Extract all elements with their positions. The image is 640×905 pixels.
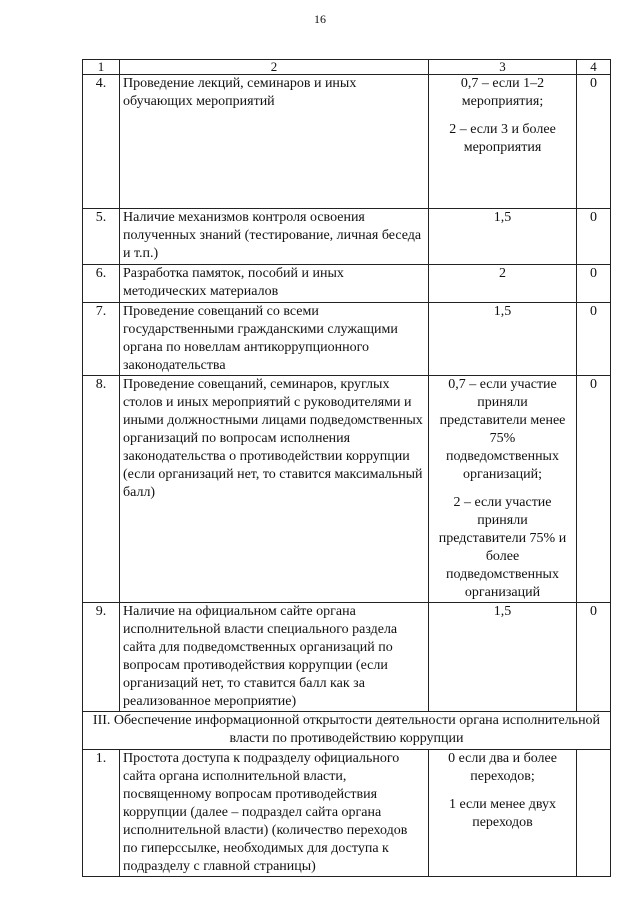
table-row [83, 75, 611, 209]
score-text: 1,5 [493, 604, 512, 619]
grade-value: 0 [577, 209, 611, 265]
column-header: 1 [83, 60, 120, 75]
criterion-text: Проведение лекций, семинаров и иных обучающих мероприятий [120, 75, 429, 209]
table-row [83, 265, 611, 303]
criterion-text: Наличие на официальном сайте органа исполнительной власти специального раздела сайта для подведомственных организаций по вопросам противодействия коррупции (если организаций нет, то ставится балл как за реализованное мероприятие) [120, 603, 429, 712]
score-text: 2 [499, 266, 506, 281]
section-header-row [83, 712, 611, 750]
criterion-text: Простота доступа к подразделу официального сайта органа исполнительной власти, посвященному вопросам противодействия коррупции (далее – подраздел сайта органа исполнительной власти) (количество переходов по гиперссылке, необходимых для доступа к подразделу с главной страницы) [120, 750, 429, 877]
table-row [83, 603, 611, 712]
score-cell [429, 750, 577, 877]
score-cell [429, 603, 577, 712]
table-header-row [83, 60, 611, 75]
score-text: 0,7 – если 1–2 мероприятия; [460, 76, 545, 109]
section-title: III. Обеспечение информационной открытости деятельности органа исполнительной власти по противодействию коррупции [83, 712, 611, 750]
score-cell [429, 209, 577, 265]
table-row [83, 750, 611, 877]
grade-value [577, 750, 611, 877]
row-number: 5. [83, 209, 120, 265]
criteria-table [82, 59, 611, 877]
score-cell [429, 75, 577, 209]
row-number: 7. [83, 303, 120, 376]
score-cell [429, 376, 577, 603]
criterion-text: Проведение совещаний со всеми государственными гражданскими служащими органа по новеллам антикоррупционного законодательства [120, 303, 429, 376]
table-row [83, 303, 611, 376]
row-number: 1. [83, 750, 120, 877]
score-text: 1,5 [493, 210, 512, 225]
grade-value: 0 [577, 265, 611, 303]
score-text: 1 если менее двух переходов [448, 797, 556, 830]
grade-value: 0 [577, 303, 611, 376]
column-header: 3 [429, 60, 577, 75]
score-text: 0,7 – если участие приняли представители менее 75% подведомственных организаций; [439, 377, 566, 482]
table-row [83, 209, 611, 265]
grade-value: 0 [577, 603, 611, 712]
score-text: 2 – если участие приняли представители 75% и более подведомственных организаций [438, 495, 567, 600]
criterion-text: Проведение совещаний, семинаров, круглых столов и иных мероприятий с руководителями и иными должностными лицами подведомственных организаций по вопросам исполнения законодательства о противодействии коррупции (если организаций нет, то ставится максимальный балл) [120, 376, 429, 603]
score-cell [429, 303, 577, 376]
page-number: 16 [314, 12, 326, 26]
criterion-text: Разработка памяток, пособий и иных методических материалов [120, 265, 429, 303]
column-header: 4 [577, 60, 611, 75]
criterion-text: Наличие механизмов контроля освоения полученных знаний (тестирование, личная беседа и т.п.) [120, 209, 429, 265]
column-header: 2 [120, 60, 429, 75]
score-cell [429, 265, 577, 303]
row-number: 8. [83, 376, 120, 603]
row-number: 9. [83, 603, 120, 712]
score-text: 0 если два и более переходов; [448, 751, 557, 784]
row-number: 6. [83, 265, 120, 303]
grade-value: 0 [577, 376, 611, 603]
grade-value: 0 [577, 75, 611, 209]
score-text: 1,5 [493, 304, 512, 319]
table-row [83, 376, 611, 603]
score-text: 2 – если 3 и более мероприятия [449, 122, 556, 155]
row-number: 4. [83, 75, 120, 209]
